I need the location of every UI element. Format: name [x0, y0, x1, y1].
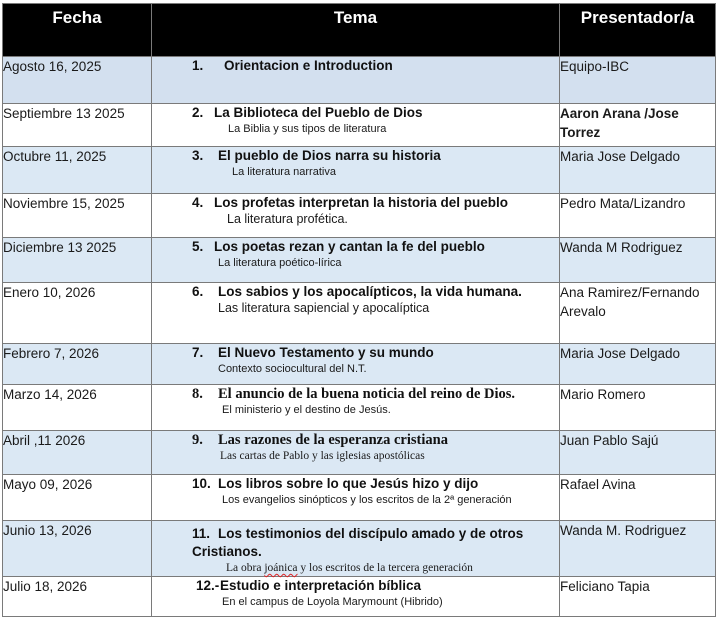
topic-subtitle: Las literatura sapiencial y apocalíptica — [218, 301, 430, 315]
table-row — [3, 238, 716, 283]
topic-title: 9. Las razones de la esperanza cristiana — [192, 432, 448, 448]
row-topic — [152, 283, 560, 344]
row-presenter: Mario Romero — [560, 385, 716, 431]
row-date: Julio 18, 2026 — [3, 577, 152, 617]
row-presenter: Wanda M Rodriguez — [560, 238, 716, 283]
row-presenter: Ana Ramirez/Fernando Arevalo — [560, 283, 716, 344]
topic-subtitle: Las cartas de Pablo y las iglesias apostólicas — [220, 450, 425, 462]
row-date: Diciembre 13 2025 — [3, 238, 152, 283]
topic-subtitle: La obra joánica y los escritos de la tercera generación — [226, 562, 473, 574]
row-topic — [152, 385, 560, 431]
row-date: Noviembre 15, 2025 — [3, 194, 152, 238]
row-date: Enero 10, 2026 — [3, 283, 152, 344]
row-date: Septiembre 13 2025 — [3, 104, 152, 147]
row-topic — [152, 431, 560, 475]
table-row — [3, 147, 716, 194]
row-presenter: Equipo-IBC — [560, 57, 716, 104]
topic-title: 6. Los sabios y los apocalípticos, la vida humana. — [192, 284, 522, 299]
row-topic — [152, 521, 560, 577]
header-tema: Tema — [152, 4, 560, 57]
topic-title: 7. El Nuevo Testamento y su mundo — [192, 345, 434, 360]
topic-title: 10. Los libros sobre lo que Jesús hizo y dijo — [192, 476, 479, 491]
table-header-row — [3, 4, 716, 57]
topic-title: 11. Los testimonios del discípulo amado y de otros Cristianos. — [192, 526, 524, 559]
topic-subtitle: La Biblia y sus tipos de literatura — [228, 123, 387, 135]
topic-title: 1. Orientacion e Introduction — [192, 58, 393, 73]
table-row — [3, 577, 716, 617]
row-topic — [152, 344, 560, 385]
row-date: Abril ,11 2026 — [3, 431, 152, 475]
row-presenter: Maria Jose Delgado — [560, 344, 716, 385]
row-date: Febrero 7, 2026 — [3, 344, 152, 385]
row-date: Octubre 11, 2025 — [3, 147, 152, 194]
row-date: Junio 13, 2026 — [3, 521, 152, 577]
table-row — [3, 521, 716, 577]
row-presenter: Aaron Arana /Jose Torrez — [560, 104, 716, 147]
row-topic — [152, 57, 560, 104]
table-row — [3, 431, 716, 475]
topic-title: 3. El pueblo de Dios narra su historia — [192, 148, 441, 163]
topic-subtitle: La literatura profética. — [227, 212, 348, 226]
topic-subtitle: La literatura poético-lírica — [218, 257, 342, 269]
row-topic — [152, 577, 560, 617]
table-row — [3, 344, 716, 385]
table-row — [3, 194, 716, 238]
row-topic — [152, 475, 560, 521]
table-row — [3, 57, 716, 104]
topic-title: 5. Los poetas rezan y cantan la fe del pueblo — [192, 239, 485, 254]
table-row — [3, 475, 716, 521]
topic-title: 4. Los profetas interpretan la historia del pueblo — [192, 195, 509, 210]
row-presenter: Juan Pablo Sajú — [560, 431, 716, 475]
topic-subtitle: En el campus de Loyola Marymount (Hibrido) — [222, 596, 443, 608]
header-presentador: Presentador/a — [560, 4, 716, 57]
topic-title: 2. La Biblioteca del Pueblo de Dios — [192, 105, 423, 120]
spelling-mark: joánica — [264, 562, 298, 574]
table-row — [3, 385, 716, 431]
topic-title: 12.-Estudio e interpretación bíblica — [196, 578, 422, 593]
row-presenter: Feliciano Tapia — [560, 577, 716, 617]
table-row — [3, 283, 716, 344]
row-topic — [152, 104, 560, 147]
row-presenter: Rafael Avina — [560, 475, 716, 521]
topic-subtitle: Los evangelios sinópticos y los escritos de la 2ª generación — [222, 494, 512, 506]
row-date: Marzo 14, 2026 — [3, 385, 152, 431]
row-topic — [152, 147, 560, 194]
table-row — [3, 104, 716, 147]
topic-title: 8. El anuncio de la buena noticia del reino de Dios. — [192, 386, 516, 402]
topic-subtitle: Contexto sociocultural del N.T. — [218, 363, 367, 375]
row-topic — [152, 194, 560, 238]
schedule-table — [2, 3, 716, 617]
topic-subtitle: La literatura narrativa — [232, 166, 336, 178]
row-presenter: Pedro Mata/Lizandro — [560, 194, 716, 238]
row-presenter: Wanda M. Rodriguez — [560, 521, 716, 577]
topic-subtitle: El ministerio y el destino de Jesús. — [222, 404, 391, 416]
row-presenter: Maria Jose Delgado — [560, 147, 716, 194]
row-topic — [152, 238, 560, 283]
row-date: Agosto 16, 2025 — [3, 57, 152, 104]
row-date: Mayo 09, 2026 — [3, 475, 152, 521]
header-fecha: Fecha — [3, 4, 152, 57]
